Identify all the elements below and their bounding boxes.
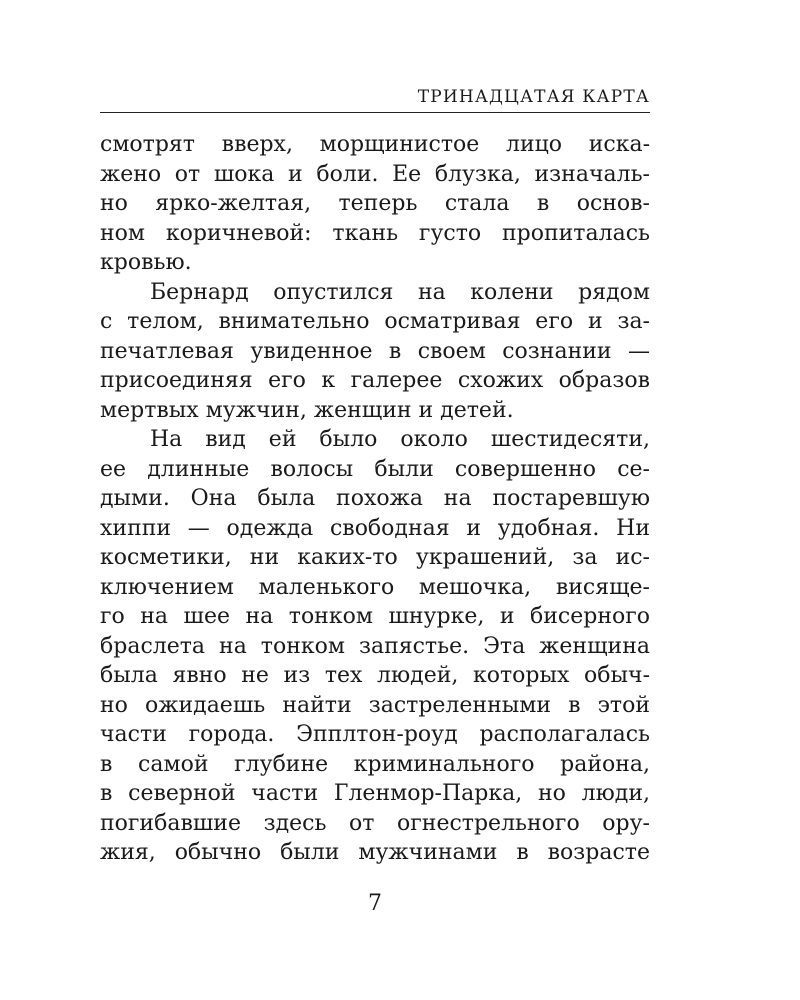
text-line: ключением маленького мешочка, висяще-	[100, 574, 650, 600]
text-line: На вид ей было около шестидесяти,	[150, 427, 650, 452]
text-line: смотрят вверх, морщинистое лицо иска-	[100, 132, 650, 157]
text-line: присоединяя его к галерее схожих образов	[100, 368, 650, 393]
text-line: но ожидаешь найти застреленными в этой	[100, 692, 650, 718]
text-line: жия, обычно были мужчинами в возрасте	[100, 840, 650, 865]
text-line: дыми. Она была похожа на постаревшую	[100, 486, 650, 511]
text-line: ном коричневой: ткань густо пропиталась	[100, 220, 650, 246]
text-line: но ярко-желтая, теперь стала в основ-	[100, 191, 650, 216]
text-line: хиппи — одежда свободная и удобная. Ни	[100, 515, 650, 541]
text-line: печатлевая увиденное в своем сознании —	[100, 338, 650, 364]
text-line: браслета на тонком запястье. Эта женщина	[100, 633, 650, 659]
text-line: мертвых мужчин, женщин и детей.	[100, 397, 514, 423]
text-line: кровью.	[100, 250, 192, 275]
text-line: части города. Эпплтон-роуд располагалась	[100, 722, 650, 747]
text-line: Бернард опустился на колени рядом	[150, 279, 650, 305]
text-line: жено от шока и боли. Ее блузка, изначаль-	[100, 161, 650, 187]
page-number: 7	[368, 891, 382, 916]
text-line: была явно не из тех людей, которых обыч-	[100, 663, 650, 688]
text-line: косметики, ни каких-то украшений, за ис-	[100, 545, 650, 570]
text-line: погибавшие здесь от огнестрельного ору-	[100, 810, 650, 836]
header-rule	[100, 112, 650, 113]
text-line: в северной части Гленмор-Парка, но люди,	[100, 781, 650, 806]
text-line: ее длинные волосы были совершенно се-	[100, 456, 650, 482]
text-line: го на шее на тонком шнурке, и бисерного	[100, 604, 650, 629]
text-line: в самой глубине криминального района,	[100, 751, 650, 777]
running-header: ТРИНАДЦАТАЯ КАРТА	[417, 87, 650, 107]
body-text	[100, 130, 650, 868]
text-line: с телом, внимательно осматривая его и за-	[100, 309, 650, 334]
